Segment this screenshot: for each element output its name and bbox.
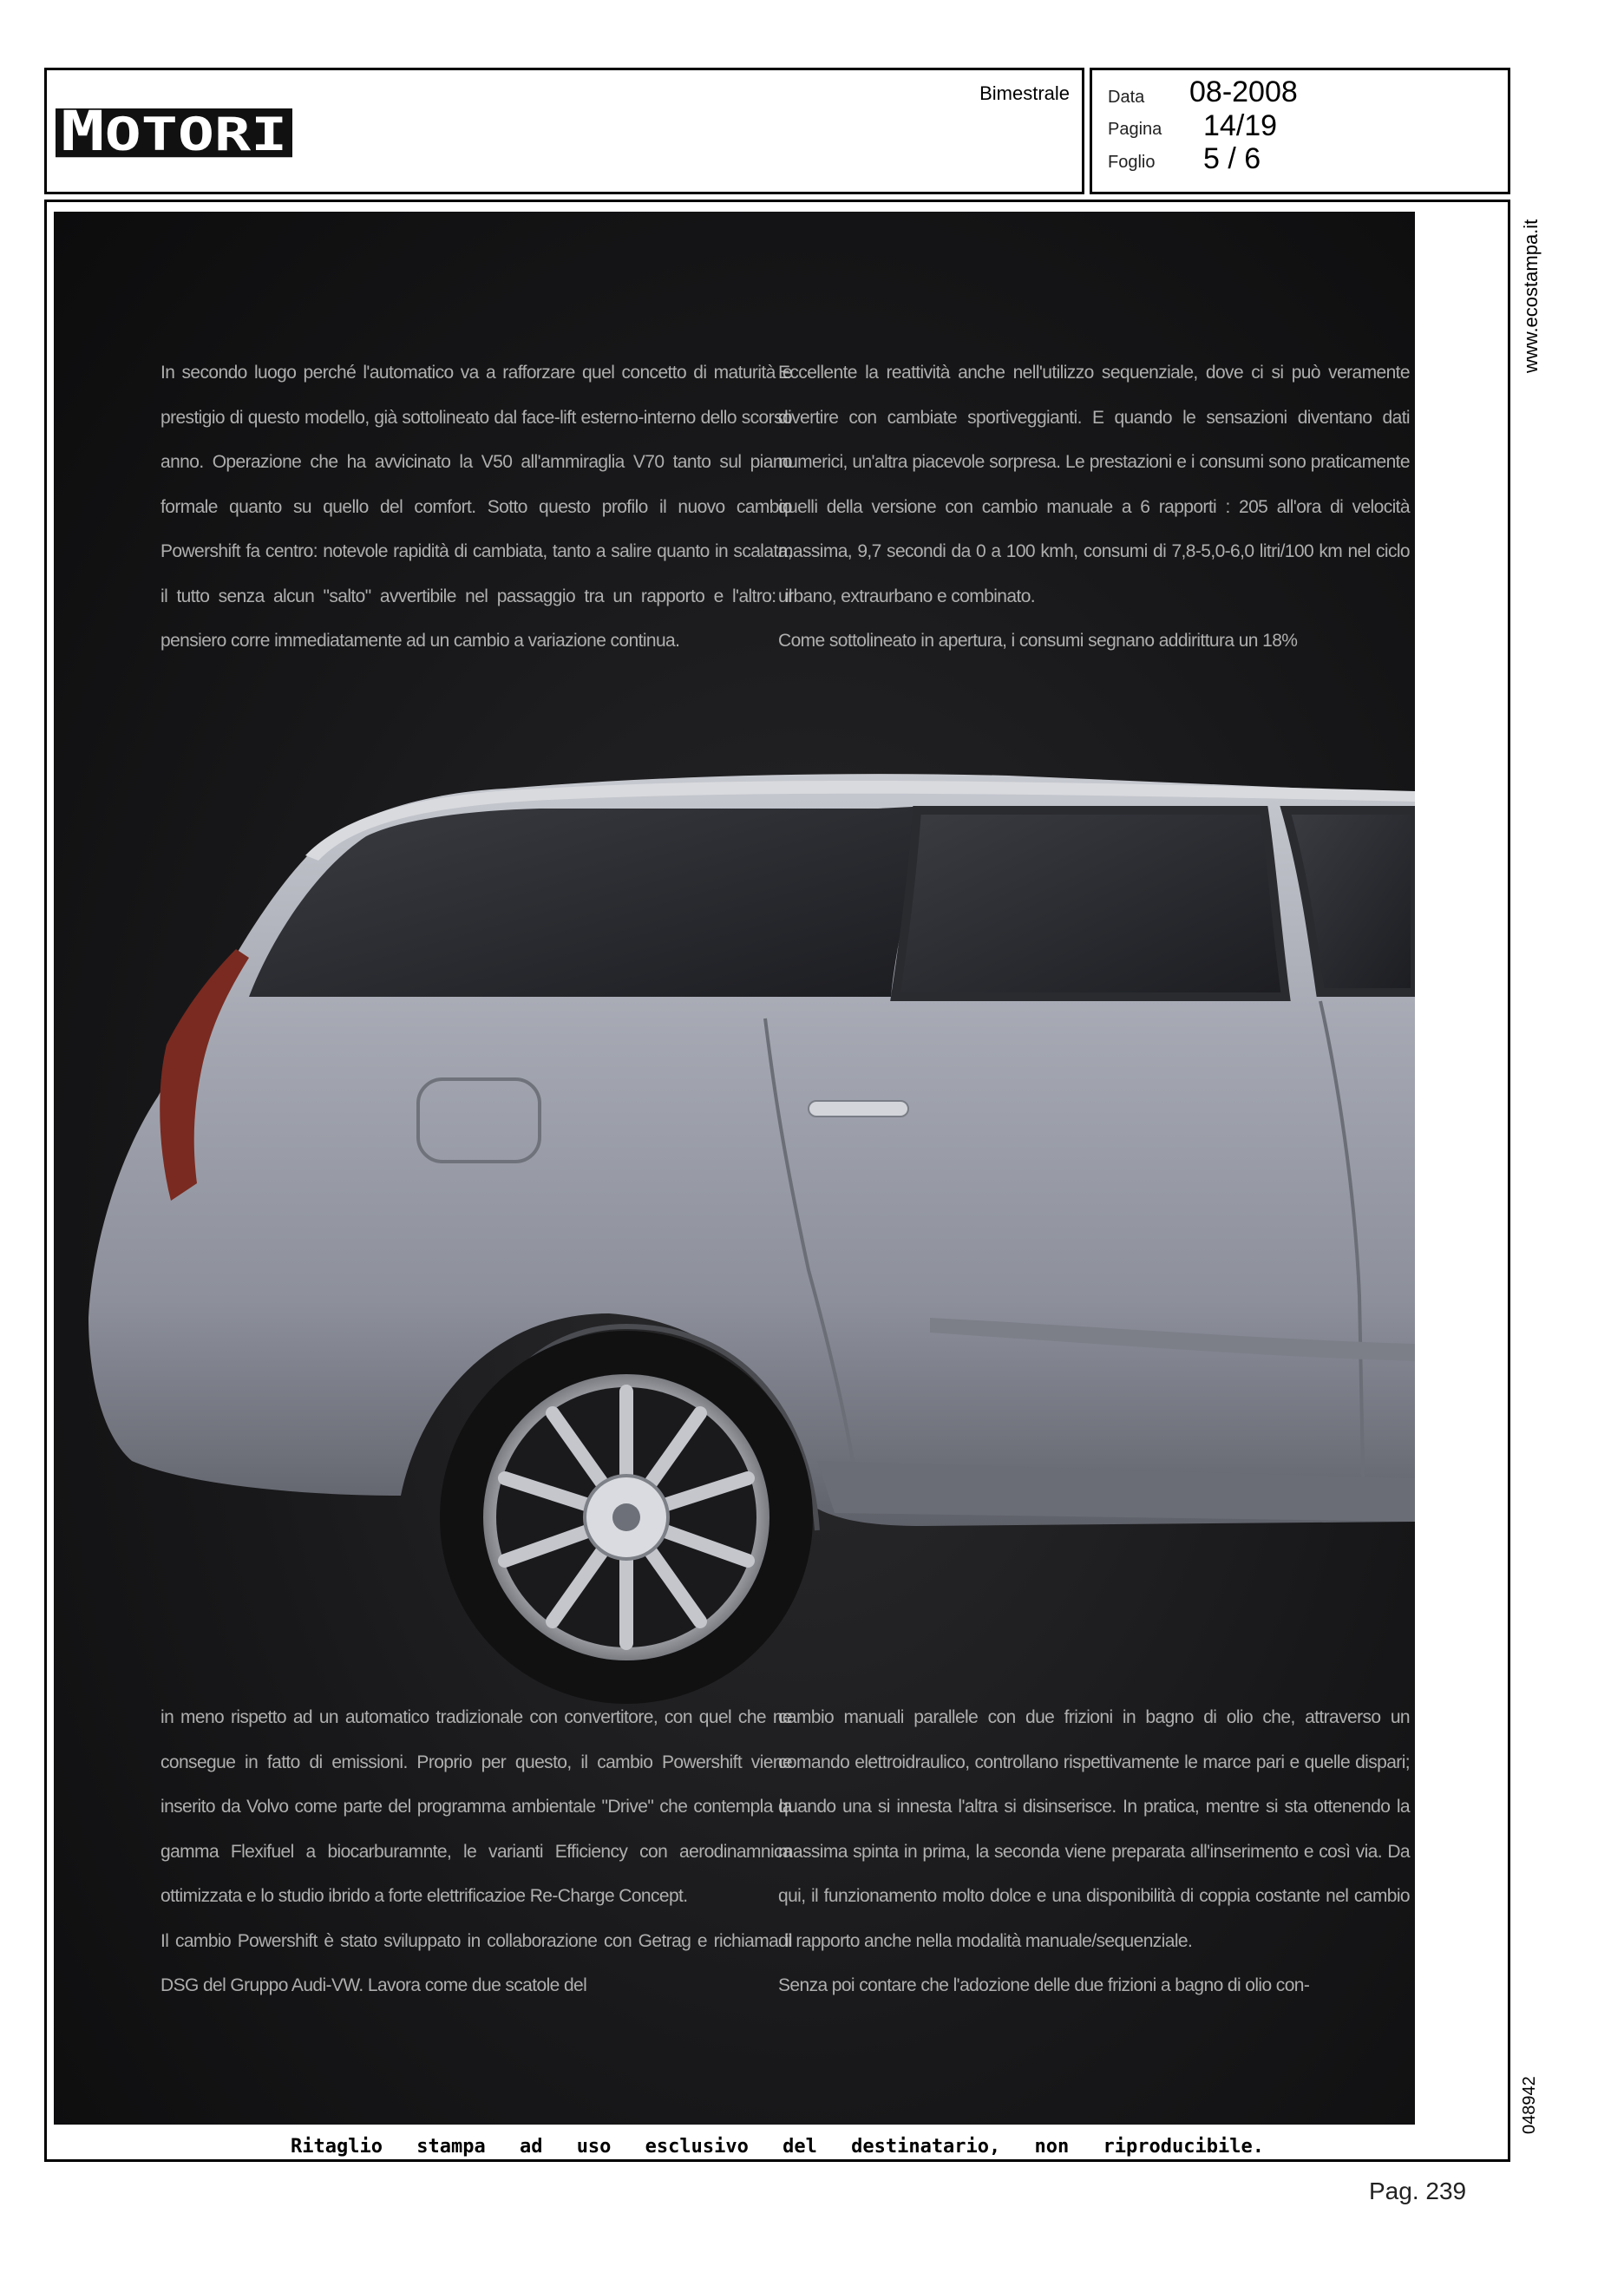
publication-logo: MOTORI <box>56 108 292 157</box>
article-column-top-right <box>778 350 1410 664</box>
article-column-bottom-right <box>778 1695 1410 2008</box>
clipping-disclaimer: Ritaglio stampa ad uso esclusivo del destinatario, non riproducibile. <box>291 2136 1264 2158</box>
article-column-top-left <box>160 350 792 664</box>
sheet-label: Foglio <box>1108 153 1156 172</box>
masthead-box <box>44 68 1084 194</box>
source-url: www.ecostampa.it <box>1520 219 1542 373</box>
page-label: Pagina <box>1108 120 1162 139</box>
clipping-code: 048942 <box>1520 2076 1539 2134</box>
article-paragraph: Eccellente la reattività anche nell'utilizzo sequenziale, dove ci si può veramente divertire con cambiate sportiveggianti. E quando le sensazioni diventano dati numerici, un'altra piacevole sorpresa. Le prestazioni e i consumi sono praticamente quelli della versione con cambio manuale a 6 rapporti : 205 all'ora di velocità massima, 9,7 secondi da 0 a 100 kmh, consumi di 7,8-5,0-6,0 litri/100 km nel ciclo urbano, extraurbano e combinato. <box>778 363 1410 606</box>
date-label: Data <box>1108 88 1145 107</box>
article-paragraph: cambio manuali parallele con due frizioni in bagno di olio che, attraverso un comando elettroidraulico, controllano rispettivamente le marce pari e quelle dispari; quando una si innesta l'altra si disinserisce. In pratica, mentre si sta ottenendo la massima spinta in prima, la seconda viene preparata all'inserimento e così via. Da qui, il funzionamento molto dolce e una disponibilità di coppia costante nel cambio di rapporto anche nella modalità manuale/sequenziale. <box>778 1707 1410 1951</box>
article-photo-page <box>54 212 1415 2125</box>
door-handle <box>809 1101 908 1117</box>
sheet-value: 5 / 6 <box>1203 142 1261 175</box>
issue-info-box <box>1090 68 1510 194</box>
article-paragraph: Il cambio Powershift è stato sviluppato in collaborazione con Getrag e richiama il DSG del Gruppo Audi-VW. Lavora come due scatole del <box>160 1930 792 1995</box>
date-value: 08-2008 <box>1189 75 1298 108</box>
article-column-bottom-left <box>160 1695 792 2008</box>
rear-wheel <box>440 1331 813 1704</box>
rear-door-window <box>895 810 1286 997</box>
page-value: 14/19 <box>1203 109 1278 142</box>
frequency-label: Bimestrale <box>979 82 1070 104</box>
article-paragraph: Come sottolineato in apertura, i consumi segnano addirittura un 18% <box>778 631 1298 651</box>
article-paragraph: in meno rispetto ad un automatico tradizionale con convertitore, con quel che ne consegue in fatto di emissioni. Proprio per questo, il cambio Powershift viene inserito da Volvo come parte del programma ambientale "Drive" che contempla la gamma Flexifuel a biocarburamnte, le varianti Efficiency con aerodinamnica ottimizzata e lo studio ibrido a forte elettrificazioe Re-Charge Concept. <box>160 1707 792 1906</box>
article-paragraph: In secondo luogo perché l'automatico va a rafforzare quel concetto di maturità e prestigio di questo modello, già sottolineato dal face-lift esterno-interno dello scorso anno. Operazione che ha avvicinato la V50 all'ammiraglia V70 tanto sul piano formale quanto su quello del comfort. Sotto questo profilo il nuovo cambio Powershift fa centro: notevole rapidità di cambiata, tanto a salire quanto in scalata; il tutto senza alcun "salto" avvertibile nel passaggio tra un rapporto e l'altro: il pensiero corre immediatamente ad un cambio a variazione continua. <box>160 363 792 651</box>
page-number: Pag. 239 <box>1369 2177 1467 2204</box>
article-paragraph: Senza poi contare che l'adozione delle due frizioni a bagno di olio con- <box>778 1975 1310 1995</box>
